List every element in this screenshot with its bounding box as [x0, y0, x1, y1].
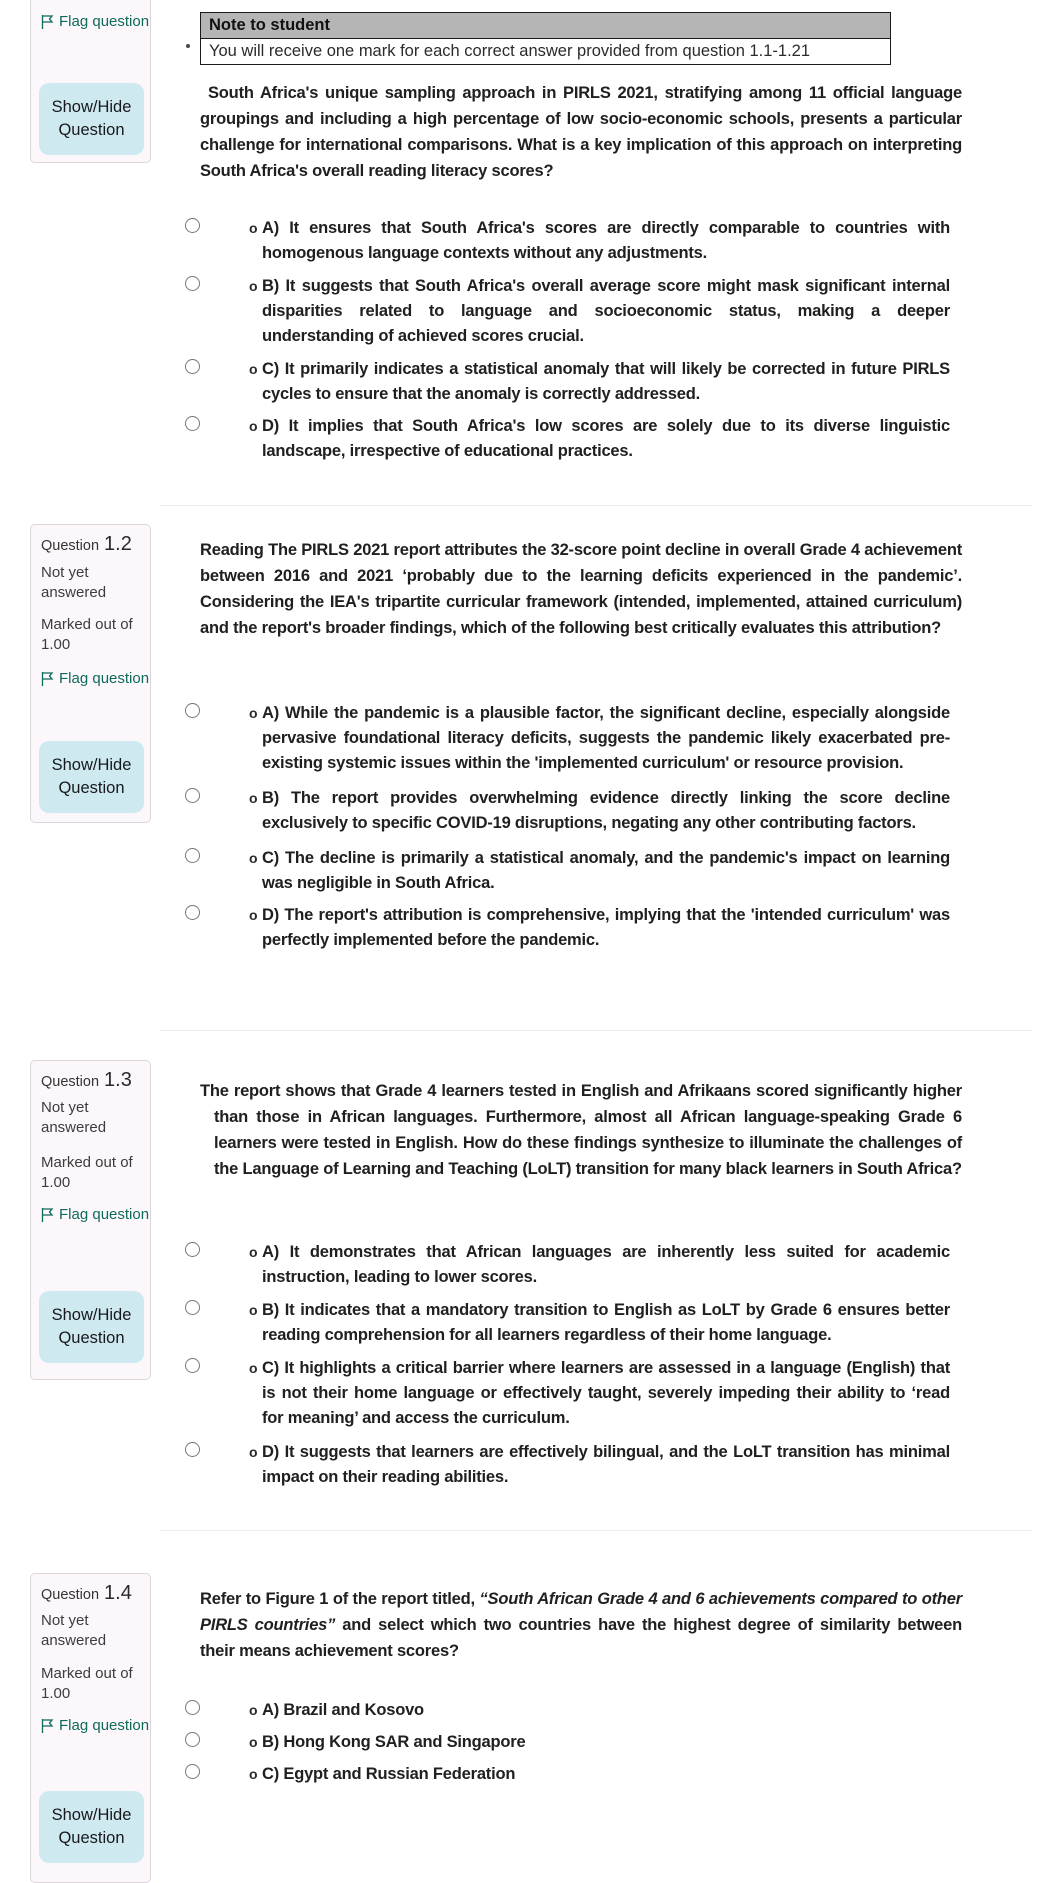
radio-button[interactable] [185, 788, 200, 803]
option-row[interactable] [185, 846, 962, 896]
option-marker: o [249, 278, 258, 294]
option-marker: o [249, 1302, 258, 1318]
question-number: Question 1.2 [41, 533, 132, 555]
option-marker: o [249, 850, 258, 866]
question-text [200, 1586, 962, 1664]
option-text: B) The report provides overwhelming evidence directly linking the score decline exclusively to specific COVID-19 disruptions, negating any other contributing factors. [262, 789, 950, 832]
option-row[interactable] [185, 1298, 962, 1348]
radio-button[interactable] [185, 1442, 200, 1457]
question-text-part: Refer to Figure 1 of the report titled, [200, 1590, 480, 1608]
radio-button[interactable] [185, 905, 200, 920]
option-marker: o [249, 1734, 258, 1750]
option-marker: o [249, 907, 258, 923]
option-text: B) It indicates that a mandatory transition to English as LoLT by Grade 6 ensures better reading comprehension for all learners regardless of their home language. [262, 1301, 950, 1344]
question-text-part: and select which two countries have the highest degree of similarity between their means achievement scores? [200, 1616, 962, 1660]
radio-button[interactable] [185, 1300, 200, 1315]
question-status: Not yet answered [41, 1612, 107, 1649]
option-text: A) It demonstrates that African languages are inherently less suited for academic instruction, leading to lower scores. [262, 1243, 950, 1286]
option-marker: o [249, 1244, 258, 1260]
question-status: Not yet answered [41, 564, 107, 601]
flag-question-link[interactable] [41, 670, 150, 687]
radio-button[interactable] [185, 1358, 200, 1373]
option-row[interactable] [185, 786, 962, 836]
option-marker: o [249, 1766, 258, 1782]
question-info-panel [30, 0, 151, 163]
option-text: B) It suggests that South Africa's overall average score might mask significant internal disparities related to language and socioeconomic status, making a deeper understanding of achieved scores crucial. [262, 277, 950, 345]
flag-question-label: Flag question [59, 13, 150, 30]
radio-button[interactable] [185, 1732, 200, 1747]
show-hide-question-button[interactable]: Show/Hide Question [39, 741, 144, 813]
option-row[interactable] [185, 1730, 962, 1755]
option-row[interactable] [185, 1440, 962, 1490]
option-text: C) The decline is primarily a statistical anomaly, and the pandemic's impact on learning was negligible in South Africa. [262, 849, 950, 892]
option-row[interactable] [185, 414, 962, 464]
radio-button[interactable] [185, 218, 200, 233]
show-hide-question-button[interactable]: Show/Hide Question [39, 1791, 144, 1863]
option-row[interactable] [185, 1762, 962, 1787]
flag-question-label: Flag question [59, 1206, 150, 1223]
options-group [185, 701, 962, 963]
question-word: Question [41, 538, 100, 554]
option-row[interactable] [185, 357, 962, 407]
option-text: A) While the pandemic is a plausible factor, the significant decline, especially alongside pervasive foundational literacy deficits, suggests the pandemic likely exacerbated pre-existing systemic issues within the 'implemented curriculum' or resource provision. [262, 704, 950, 772]
radio-button[interactable] [185, 1764, 200, 1779]
option-row[interactable] [185, 701, 962, 776]
option-row[interactable] [185, 1356, 962, 1431]
option-marker: o [249, 418, 258, 434]
question-marks: Marked out of 1.00 [41, 1154, 133, 1191]
radio-button[interactable] [185, 848, 200, 863]
option-row[interactable] [185, 903, 962, 953]
option-marker: o [249, 1360, 258, 1376]
question-text: Reading The PIRLS 2021 report attributes the 32-score point decline in overall Grade 4 achievement between 2016 and 2021 ‘probably due to the learning deficits experienced in the pandemic’. Considering the IEA's tripartite curricular framework (intended, implemented, attained curriculum) and the report's broader findings, which of the following best critically evaluates this attribution? [200, 541, 962, 637]
flag-icon [41, 1718, 54, 1734]
question-info-panel [30, 1060, 151, 1380]
option-text: A) It ensures that South Africa's scores are directly comparable to countries with homogenous language contexts without any adjustments. [262, 219, 950, 262]
flag-question-link[interactable] [41, 1717, 150, 1734]
option-text: C) Egypt and Russian Federation [262, 1765, 516, 1783]
option-marker: o [249, 361, 258, 377]
radio-button[interactable] [185, 416, 200, 431]
option-text: C) It highlights a critical barrier where learners are assessed in a language (English) that is not their home language or effectively taught, severely impeding their ability to ‘read for meaning’ and access the curriculum. [262, 1359, 950, 1427]
section-separator [160, 1030, 1032, 1031]
option-marker: o [249, 1702, 258, 1718]
flag-icon [41, 1207, 54, 1223]
show-hide-question-button[interactable]: Show/Hide Question [39, 83, 144, 155]
flag-question-link[interactable] [41, 1206, 150, 1223]
flag-icon [41, 671, 54, 687]
question-number: Question 1.4 [41, 1582, 132, 1604]
option-text: D) The report's attribution is comprehensive, implying that the 'intended curriculum' was perfectly implemented before the pandemic. [262, 906, 950, 949]
option-text: C) It primarily indicates a statistical anomaly that will likely be corrected in future PIRLS cycles to ensure that the anomaly is correctly addressed. [262, 360, 950, 403]
note-body-cell: You will receive one mark for each correct answer provided from question 1.1-1.21 [201, 39, 891, 65]
question-info-panel [30, 1573, 151, 1883]
options-group [185, 216, 962, 472]
question-marks: Marked out of 1.00 [41, 616, 133, 653]
flag-question-label: Flag question [59, 1717, 150, 1734]
flag-question-link[interactable] [41, 13, 150, 30]
option-row[interactable] [185, 216, 962, 266]
question-number: Question 1.3 [41, 1069, 132, 1091]
flag-icon [41, 14, 54, 30]
show-hide-question-button[interactable]: Show/Hide Question [39, 1291, 144, 1363]
radio-button[interactable] [185, 276, 200, 291]
option-marker: o [249, 220, 258, 236]
section-separator [160, 505, 1032, 506]
option-marker: o [249, 790, 258, 806]
question-text-italic-title: “South African Grade 4 and 6 achievements compared to other PIRLS countries” [200, 1590, 962, 1634]
question-marks: Marked out of 1.00 [41, 1665, 133, 1702]
question-info-panel [30, 524, 151, 823]
options-group [185, 1698, 962, 1794]
note-table [200, 12, 891, 65]
option-row[interactable] [185, 1698, 962, 1723]
option-text: D) It implies that South Africa's low scores are solely due to its diverse linguistic landscape, irrespective of educational practices. [262, 417, 950, 460]
radio-button[interactable] [185, 703, 200, 718]
question-word: Question [41, 1587, 100, 1603]
question-word: Question [41, 1074, 100, 1090]
radio-button[interactable] [185, 1242, 200, 1257]
radio-button[interactable] [185, 359, 200, 374]
options-group [185, 1240, 962, 1498]
flag-question-label: Flag question [59, 670, 150, 687]
option-text: D) It suggests that learners are effectively bilingual, and the LoLT transition has minimal impact on their reading abilities. [262, 1443, 950, 1486]
option-row[interactable] [185, 1240, 962, 1290]
radio-button[interactable] [185, 1700, 200, 1715]
question-text: South Africa's unique sampling approach in PIRLS 2021, stratifying among 11 official language groupings and including a high percentage of low socio-economic schools, presents a particular challenge for international comparisons. What is a key implication of this approach on interpreting South Africa's overall reading literacy scores? [200, 84, 962, 180]
note-header-cell: Note to student [201, 13, 891, 39]
option-marker: o [249, 1444, 258, 1460]
question-text: The report shows that Grade 4 learners tested in English and Afrikaans scored significantly higher than those in African languages. Furthermore, almost all African language-speaking Grade 6 learners were tested in English. How do these findings synthesize to illuminate the challenges of the Language of Learning and Teaching (LoLT) transition for many black learners in South Africa? [200, 1082, 962, 1178]
option-text: A) Brazil and Kosovo [262, 1701, 424, 1719]
section-separator [160, 1530, 1032, 1531]
option-marker: o [249, 705, 258, 721]
question-status: Not yet answered [41, 1099, 107, 1136]
list-bullet-dot [186, 44, 190, 48]
option-text: B) Hong Kong SAR and Singapore [262, 1733, 526, 1751]
option-row[interactable] [185, 274, 962, 349]
